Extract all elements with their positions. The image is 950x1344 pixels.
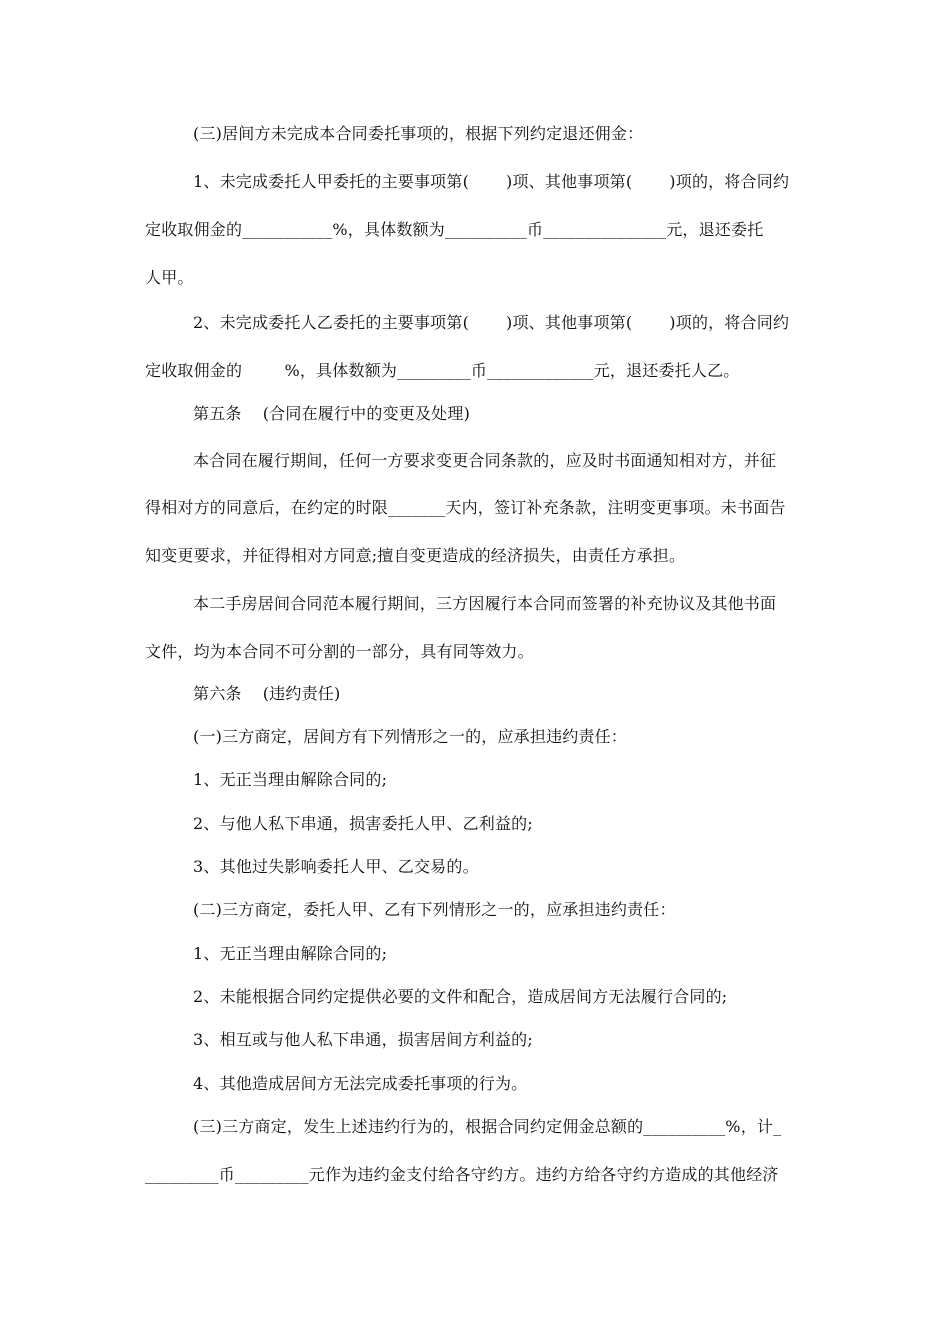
article-5-heading: 第五条 (合同在履行中的变更及处理): [193, 404, 471, 423]
clause-4-3-item-1-end: 人甲。: [145, 268, 194, 287]
clause-6-3-para: (三)三方商定，发生上述违约行为的，根据合同约定佣金总额的__________%，计_: [193, 1117, 782, 1136]
article-5-para-2: 本二手房居间合同范本履行期间，三方因履行本合同而签署的补充协议及其他书面: [193, 594, 777, 613]
clause-6-2-item-3: 3、相互或与他人私下串通，损害居间方利益的;: [193, 1030, 533, 1049]
clause-6-1-item-1: 1、无正当理由解除合同的;: [193, 770, 388, 789]
clause-6-2-item-1: 1、无正当理由解除合同的;: [193, 944, 388, 963]
clause-4-3-heading: (三)居间方未完成本合同委托事项的，根据下列约定退还佣金：: [193, 124, 644, 143]
article-5-para-1-cont: 得相对方的同意后，在约定的时限_______天内，签订补充条款，注明变更事项。未书面告: [145, 498, 786, 517]
article-5-para-2-cont: 文件，均为本合同不可分割的一部分，具有同等效力。: [145, 642, 534, 661]
clause-6-3-para-cont: _________币_________元作为违约金支付给各守约方。违约方给各守约方造成的其他经济: [145, 1165, 779, 1184]
clause-6-2-item-2: 2、未能根据合同约定提供必要的文件和配合，造成居间方无法履行合同的;: [193, 987, 728, 1006]
clause-6-2-heading: (二)三方商定，委托人甲、乙有下列情形之一的，应承担违约责任：: [193, 900, 676, 919]
clause-4-3-item-1: 1、未完成委托人甲委托的主要事项第( )项、其他事项第( )项的，将合同约: [193, 172, 790, 191]
clause-6-1-item-2: 2、与他人私下串通，损害委托人甲、乙利益的;: [193, 814, 533, 833]
clause-4-3-item-2-cont: 定收取佣金的 %，具体数额为_________币_____________元，退还委托人乙。: [145, 361, 740, 380]
clause-6-1-item-3: 3、其他过失影响委托人甲、乙交易的。: [193, 857, 479, 876]
article-6-heading: 第六条 (违约责任): [193, 684, 341, 703]
article-5-para-1-end: 知变更要求，并征得相对方同意;擅自变更造成的经济损失，由责任方承担。: [145, 546, 686, 565]
clause-6-2-item-4: 4、其他造成居间方无法完成委托事项的行为。: [193, 1074, 528, 1093]
clause-4-3-item-1-cont: 定收取佣金的___________%，具体数额为__________币_______________元，退还委托: [145, 220, 764, 239]
clause-6-1-heading: (一)三方商定，居间方有下列情形之一的，应承担违约责任：: [193, 727, 628, 746]
clause-4-3-item-2: 2、未完成委托人乙委托的主要事项第( )项、其他事项第( )项的，将合同约: [193, 313, 790, 332]
article-5-para-1: 本合同在履行期间，任何一方要求变更合同条款的，应及时书面通知相对方，并征: [193, 451, 777, 470]
